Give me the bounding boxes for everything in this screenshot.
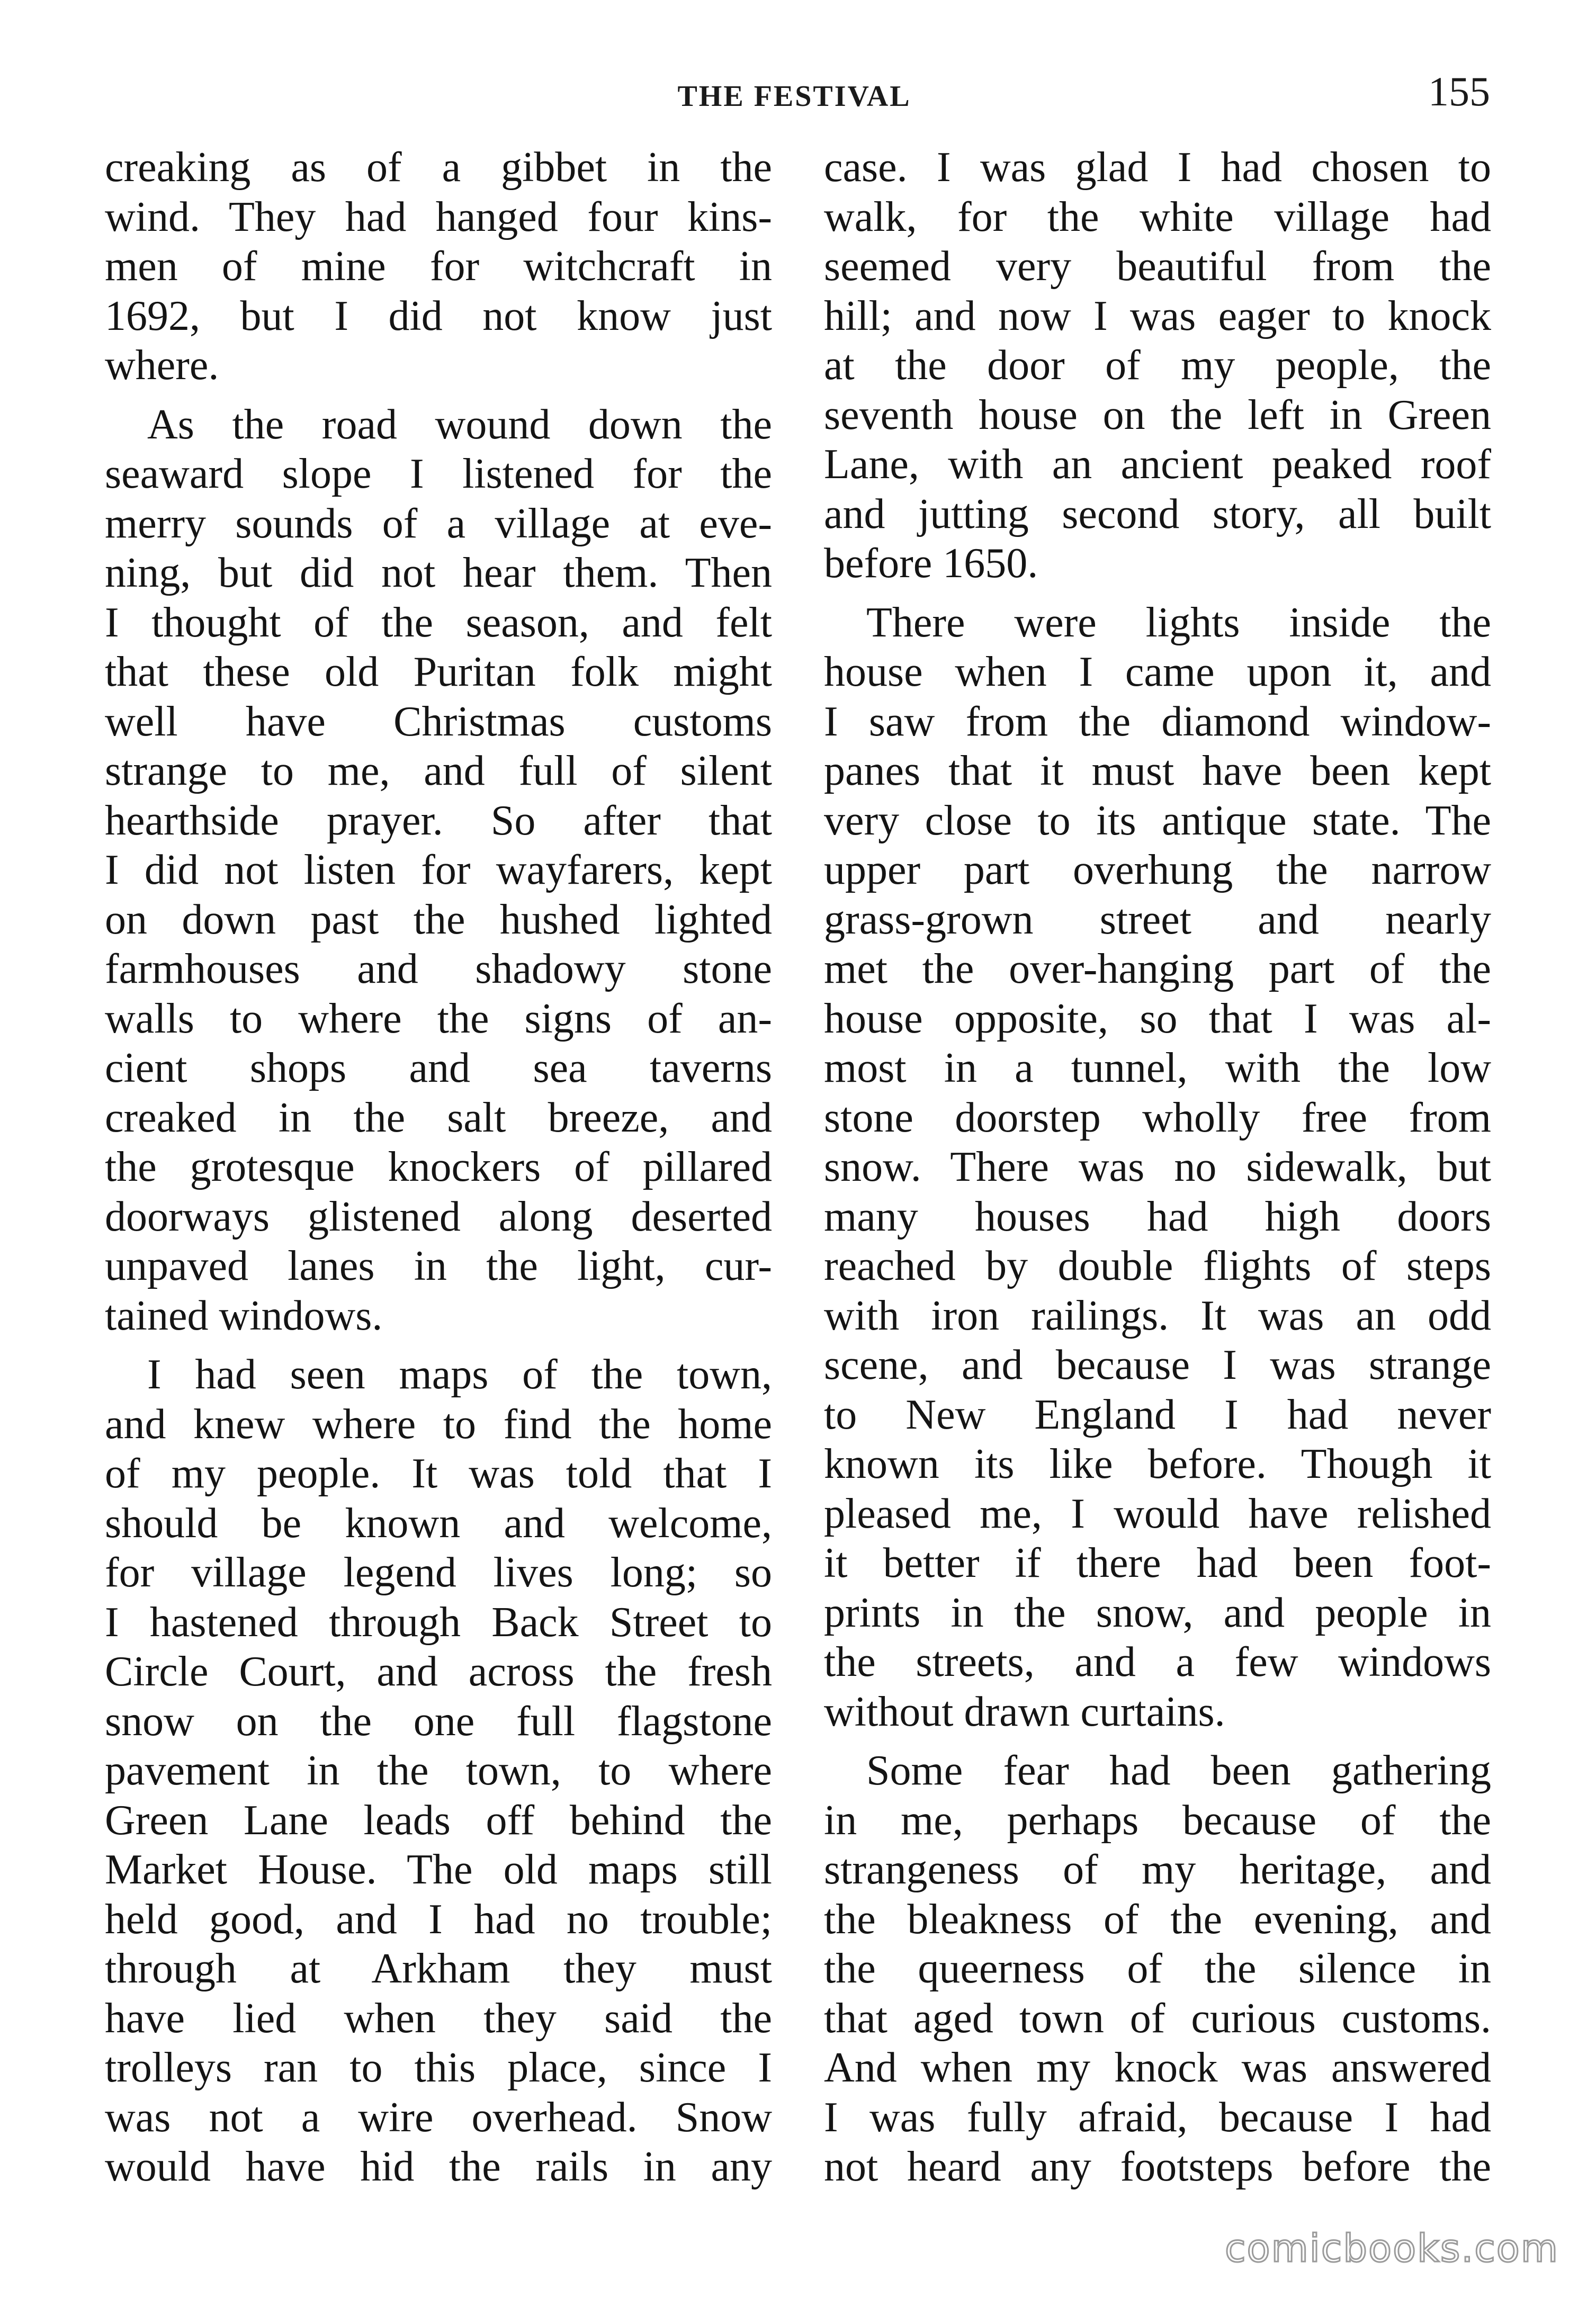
text-line: tained windows. bbox=[105, 1292, 383, 1339]
text-line: doorways glistened along deserted bbox=[105, 1193, 772, 1240]
text-line: very close to its antique state. The bbox=[824, 797, 1491, 844]
page-number: 155 bbox=[1428, 68, 1490, 114]
text-line: I saw from the diamond window- bbox=[824, 698, 1491, 745]
text-line: to New England I had never bbox=[824, 1391, 1491, 1438]
text-line: As the road wound down the bbox=[147, 401, 772, 448]
text-line: Circle Court, and across the fresh bbox=[105, 1648, 772, 1695]
text-line: pavement in the town, to where bbox=[105, 1747, 772, 1794]
text-line: panes that it must have been kept bbox=[824, 748, 1491, 794]
text-line: creaking as of a gibbet in the bbox=[105, 144, 772, 191]
text-line: I was fully afraid, because I had bbox=[824, 2094, 1491, 2141]
text-line: the bleakness of the evening, and bbox=[824, 1896, 1491, 1943]
text-line: scene, and because I was strange bbox=[824, 1342, 1491, 1388]
text-line: should be known and welcome, bbox=[105, 1500, 772, 1547]
text-line: most in a tunnel, with the low bbox=[824, 1045, 1491, 1091]
text-line: of my people. It was told that I bbox=[105, 1450, 772, 1497]
left-text-column bbox=[105, 143, 772, 2192]
text-line: stone doorstep wholly free from bbox=[824, 1094, 1491, 1141]
text-line: without drawn curtains. bbox=[824, 1688, 1225, 1735]
text-line: ning, but did not hear them. Then bbox=[105, 550, 772, 596]
text-line: strangeness of my heritage, and bbox=[824, 1846, 1491, 1893]
text-line: known its like before. Though it bbox=[824, 1441, 1491, 1487]
text-line: in me, perhaps because of the bbox=[824, 1797, 1491, 1844]
text-line: not heard any footsteps before the bbox=[824, 2143, 1491, 2190]
text-line: seaward slope I listened for the bbox=[105, 451, 772, 497]
text-line: snow. There was no sidewalk, but bbox=[824, 1144, 1491, 1190]
text-line: Green Lane leads off behind the bbox=[105, 1797, 772, 1844]
text-line: reached by double flights of steps bbox=[824, 1243, 1491, 1289]
text-line: There were lights inside the bbox=[866, 599, 1491, 646]
text-line: case. I was glad I had chosen to bbox=[824, 144, 1491, 191]
text-line: unpaved lanes in the light, cur- bbox=[105, 1243, 772, 1289]
text-line: hill; and now I was eager to knock bbox=[824, 292, 1491, 339]
text-line: with iron railings. It was an odd bbox=[824, 1292, 1491, 1339]
text-line: that aged town of curious customs. bbox=[824, 1995, 1491, 2042]
text-line: seventh house on the left in Green bbox=[824, 391, 1491, 438]
text-line: cient shops and sea taverns bbox=[105, 1045, 772, 1091]
text-line: merry sounds of a village at eve- bbox=[105, 500, 772, 547]
text-line: strange to me, and full of silent bbox=[105, 748, 772, 794]
text-line: creaked in the salt breeze, and bbox=[105, 1094, 772, 1141]
text-line: well have Christmas customs bbox=[105, 698, 772, 745]
text-line: grass-grown street and nearly bbox=[824, 896, 1491, 943]
text-line: Market House. The old maps still bbox=[105, 1846, 772, 1893]
text-line: house opposite, so that I was al- bbox=[824, 995, 1491, 1042]
text-line: pleased me, I would have relished bbox=[824, 1490, 1491, 1537]
text-line: met the over-hanging part of the bbox=[824, 946, 1491, 992]
paragraph-gap bbox=[105, 391, 772, 400]
running-head-title: THE FESTIVAL bbox=[677, 80, 911, 113]
text-line: hearthside prayer. So after that bbox=[105, 797, 772, 844]
text-line: have lied when they said the bbox=[105, 1995, 772, 2042]
text-line: many houses had high doors bbox=[824, 1193, 1491, 1240]
text-line: the queerness of the silence in bbox=[824, 1945, 1491, 1992]
text-line: and knew where to find the home bbox=[105, 1401, 772, 1448]
text-line: trolleys ran to this place, since I bbox=[105, 2044, 772, 2091]
text-line: prints in the snow, and people in bbox=[824, 1589, 1491, 1636]
text-line: And when my knock was answered bbox=[824, 2044, 1491, 2091]
watermark-logo: comicbooks.com bbox=[1224, 2226, 1559, 2271]
text-line: would have hid the rails in any bbox=[105, 2143, 772, 2190]
text-line: at the door of my people, the bbox=[824, 342, 1491, 389]
text-line: I did not listen for wayfarers, kept bbox=[105, 847, 772, 893]
text-line: seemed very beautiful from the bbox=[824, 243, 1491, 290]
paragraph-gap bbox=[824, 1737, 1491, 1746]
text-line: it better if there had been foot- bbox=[824, 1540, 1491, 1586]
text-line: walls to where the signs of an- bbox=[105, 995, 772, 1042]
text-line: the grotesque knockers of pillared bbox=[105, 1144, 772, 1190]
text-line: house when I came upon it, and bbox=[824, 649, 1491, 695]
text-line: that these old Puritan folk might bbox=[105, 649, 772, 695]
text-line: for village legend lives long; so bbox=[105, 1549, 772, 1596]
text-line: 1692, but I did not know just bbox=[105, 292, 772, 339]
text-line: on down past the hushed lighted bbox=[105, 896, 772, 943]
text-line: Lane, with an ancient peaked roof bbox=[824, 441, 1491, 488]
text-line: upper part overhung the narrow bbox=[824, 847, 1491, 893]
text-line: walk, for the white village had bbox=[824, 193, 1491, 240]
paragraph-gap bbox=[105, 1341, 772, 1350]
text-line: was not a wire overhead. Snow bbox=[105, 2094, 772, 2141]
text-line: I had seen maps of the town, bbox=[147, 1351, 772, 1398]
text-line: where. bbox=[105, 342, 219, 389]
text-line: I thought of the season, and felt bbox=[105, 599, 772, 646]
text-line: wind. They had hanged four kins- bbox=[105, 193, 772, 240]
text-line: Some fear had been gathering bbox=[866, 1747, 1491, 1794]
paragraph-gap bbox=[824, 589, 1491, 598]
text-line: the streets, and a few windows bbox=[824, 1639, 1491, 1685]
text-line: snow on the one full flagstone bbox=[105, 1698, 772, 1745]
text-line: farmhouses and shadowy stone bbox=[105, 946, 772, 992]
text-line: through at Arkham they must bbox=[105, 1945, 772, 1992]
text-line: men of mine for witchcraft in bbox=[105, 243, 772, 290]
text-line: I hastened through Back Street to bbox=[105, 1599, 772, 1646]
text-line: held good, and I had no trouble; bbox=[105, 1896, 772, 1943]
text-line: before 1650. bbox=[824, 540, 1038, 587]
right-text-column bbox=[824, 143, 1491, 2192]
text-line: and jutting second story, all built bbox=[824, 490, 1491, 537]
